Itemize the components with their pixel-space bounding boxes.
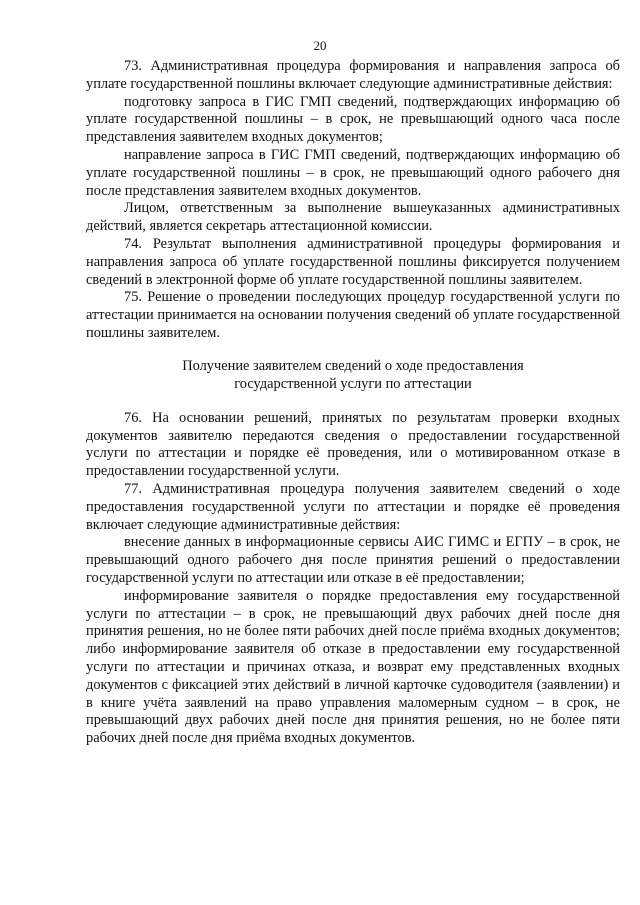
paragraph-76: 76. На основании решений, принятых по результатам проверки входных документов заявителю передаются сведения о предоставлении государственной услуги по аттестации и порядке её проведения, или о мотивированном отказе в предоставлении государственной услуги. (86, 409, 620, 480)
paragraph-77-item-1: внесение данных в информационные сервисы АИС ГИМС и ЕГПУ – в срок, не превышающий одного рабочего дня после принятия решений о предоставлении государственной услуги по аттестации или отказе в её предоставлении; (86, 534, 620, 586)
section-heading (86, 357, 620, 393)
paragraph-responsible-person: Лицом, ответственным за выполнение вышеуказанных административных действий, является секретарь аттестационной комиссии. (86, 200, 620, 235)
paragraph-73-item-2: направление запроса в ГИС ГМП сведений, подтверждающих информацию об уплате государственной пошлины – в срок, не превышающий одного рабочего дня после представления заявителем входных документов. (86, 146, 620, 199)
paragraph-74: 74. Результат выполнения административной процедуры формирования и направления запроса об уплате государственной пошлины фиксируется получением сведений в электронной форме об уплате государственной пошлины заявителем. (86, 235, 620, 288)
page-number: 20 (313, 38, 327, 53)
paragraph-77: 77. Административная процедура получения заявителем сведений о ходе предоставления государственной услуги по аттестации и порядке её проведения включает следующие административные действия: (86, 480, 620, 533)
paragraph-73: 73. Административная процедура формирования и направления запроса об уплате государственной пошлины включает следующие административные действия: (86, 58, 620, 92)
section-heading-line-1: Получение заявителем сведений о ходе предоставления (182, 357, 524, 374)
paragraph-75: 75. Решение о проведении последующих процедур государственной услуги по аттестации принимается на основании получения сведений об уплате государственной пошлины заявителем. (86, 289, 620, 341)
section-heading-line-2: государственной услуги по аттестации (234, 375, 472, 392)
paragraph-73-item-1: подготовку запроса в ГИС ГМП сведений, подтверждающих информацию об уплате государственной пошлины – в срок, не превышающий одного часа после представления заявителем входных документов; (86, 93, 620, 146)
paragraph-77-item-2: информирование заявителя о порядке предоставления ему государственной услуги по аттестации – в срок, не превышающий двух рабочих дней после дня принятия решения, но не более пяти рабочих дней после приёма входных документов; либо информирование заявителя об отказе в предоставлении ему государственной услуги по аттестации и причинах отказа, и возврат ему представленных входных документов с фиксацией этих действий в личной карточке судоводителя (заявлении) и в книге учёта заявлений на право управления маломерным судном – в срок, не превышающий двух рабочих дней после дня принятия решения, но не более пяти рабочих дней после дня приёма входных документов. (86, 587, 620, 747)
document-body (86, 58, 620, 748)
